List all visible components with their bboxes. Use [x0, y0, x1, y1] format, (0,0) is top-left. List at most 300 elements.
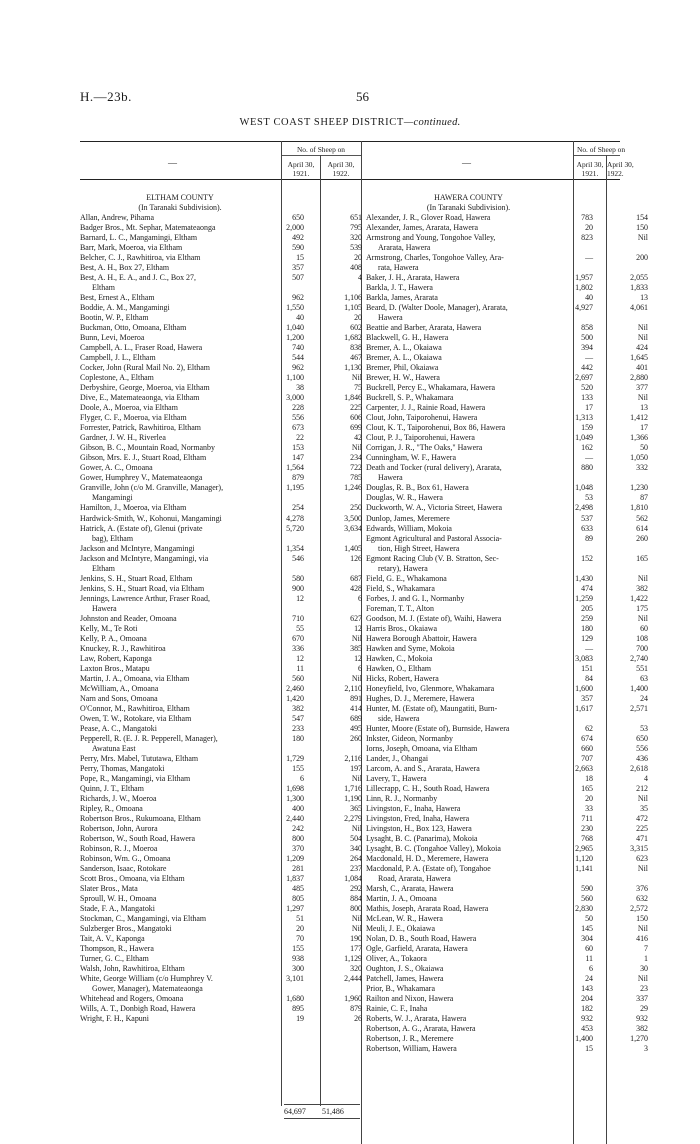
row-name: Turner, G. C., Eltham [80, 954, 149, 964]
row-value-1921: 6 [589, 964, 593, 974]
row-name: Armstrong and Young, Tongohoe Valley, [366, 233, 496, 243]
row-value-1922: 800 [350, 904, 362, 914]
row-value-1922: 795 [350, 223, 362, 233]
row-value-1922: 6 [358, 663, 362, 673]
table-row [366, 283, 648, 293]
row-value-1922: 3,500 [344, 513, 362, 523]
row-value-1921: 18 [585, 773, 593, 783]
row-value-1922: 1,716 [344, 783, 362, 793]
row-value-1921: 1,617 [575, 703, 593, 713]
table-row [80, 313, 362, 323]
table-row [80, 343, 362, 353]
table-row [80, 534, 362, 544]
row-value-1921: 370 [292, 844, 304, 854]
row-value-1921: 53 [585, 493, 593, 503]
row-name: Law, Robert, Kaponga [80, 653, 152, 663]
row-value-1922: 1,105 [344, 303, 362, 313]
row-value-1922: 200 [636, 253, 648, 263]
right-col-1921-date: April 30, [576, 160, 604, 169]
row-value-1921: 1,141 [575, 864, 593, 874]
table-row [366, 994, 648, 1004]
row-name: Jennings, Lawrence Arthur, Fraser Road, [80, 593, 210, 603]
row-value-1921: 880 [581, 463, 593, 473]
row-name: Ripley, R., Omoana [80, 803, 143, 813]
left-total-1922: 51,486 [322, 1107, 344, 1116]
row-name: Blackwell, G. H., Hawera [366, 333, 449, 343]
row-value-1921: 60 [585, 944, 593, 954]
row-value-1921: 205 [581, 603, 593, 613]
row-value-1921: 711 [581, 813, 593, 823]
table-row [366, 363, 648, 373]
row-value-1921: — [585, 643, 593, 653]
row-name: Barr, Mark, Moeroa, via Eltham [80, 243, 183, 253]
row-value-1922: Nil [637, 233, 648, 243]
row-value-1921: 281 [292, 864, 304, 874]
row-value-1921: 4,278 [286, 513, 304, 523]
row-value-1922: 12 [354, 623, 362, 633]
table-row [366, 834, 648, 844]
row-value-1922: 722 [350, 463, 362, 473]
table-row [366, 213, 648, 223]
row-name: Hamilton, J., Moeroa, via Eltham [80, 503, 187, 513]
row-name: Prior, B., Whakamara [366, 984, 435, 994]
table-row [80, 894, 362, 904]
table-row [80, 584, 362, 594]
table-row [80, 754, 362, 764]
row-name: Gower, Humphrey V., Matemateaonga [80, 473, 203, 483]
row-name: Iorns, Joseph, Omoana, via Eltham [366, 743, 478, 753]
row-name: Beard, D. (Walter Doole, Manager), Ararata, [366, 303, 508, 313]
row-value-1921: 147 [292, 453, 304, 463]
table-row [80, 463, 362, 473]
row-name: Ogle, Garfield, Ararata, Hawera [366, 944, 468, 954]
table-row [80, 293, 362, 303]
row-value-1922: 154 [636, 213, 648, 223]
row-name: Quinn, J. T., Eltham [80, 783, 144, 793]
row-name: Barnard, L. C., Mangamingi, Eltham [80, 233, 198, 243]
row-name: Jackson and McIntyre, Mangamingi, via [80, 553, 209, 563]
table-row [80, 363, 362, 373]
row-value-1921: 823 [581, 233, 593, 243]
row-name: Eltham [92, 563, 115, 573]
row-name: Whitehead and Rogers, Omoana [80, 994, 184, 1004]
row-value-1922: Nil [351, 443, 362, 453]
row-name: Richards, J. W., Moeroa [80, 793, 157, 803]
row-value-1922: 1,230 [630, 483, 648, 493]
row-value-1922: 700 [636, 643, 648, 653]
row-value-1921: 159 [581, 423, 593, 433]
table-row [80, 994, 362, 1004]
table-row [80, 964, 362, 974]
row-value-1922: 108 [636, 633, 648, 643]
table-row [366, 534, 648, 544]
row-value-1921: 89 [585, 533, 593, 543]
row-value-1922: 1,366 [630, 433, 648, 443]
row-value-1922: 24 [640, 693, 648, 703]
row-value-1921: 768 [581, 834, 593, 843]
row-value-1922: 428 [350, 583, 362, 593]
table-row [80, 423, 362, 433]
row-value-1921: 400 [292, 803, 304, 813]
table-row [80, 213, 362, 223]
row-value-1921: 673 [292, 423, 304, 433]
row-value-1921: 2,000 [286, 223, 304, 233]
row-name: Hunter, M. (Estate of), Maungatiti, Burn- [366, 703, 498, 713]
row-value-1921: 228 [292, 403, 304, 413]
row-name: side, Hawera [378, 713, 420, 723]
row-name: Lysaght, B. C. (Tongahoe Valley), Mokoia [366, 844, 501, 854]
row-value-1921: 1,209 [286, 854, 304, 864]
row-value-1922: 126 [350, 553, 362, 563]
table-row [366, 263, 648, 273]
table-row [366, 934, 648, 944]
row-value-1921: 51 [296, 914, 304, 924]
row-name: Gardner, J. W. H., Riverlea [80, 433, 166, 443]
row-value-1922: 891 [350, 693, 362, 703]
table-row [366, 704, 648, 714]
row-name: Field, S., Whakamara [366, 583, 435, 593]
table-row [80, 604, 362, 614]
row-value-1921: 650 [292, 213, 304, 223]
table-row [366, 514, 648, 524]
row-value-1922: 2,279 [344, 813, 362, 823]
table-row [80, 333, 362, 343]
row-value-1922: 12 [354, 653, 362, 663]
table-row [80, 834, 362, 844]
table-row [366, 333, 648, 343]
row-name: Allan, Andrew, Pihama [80, 213, 154, 223]
right-col-1922-year: 1922. [607, 169, 624, 178]
table-row [80, 694, 362, 704]
row-value-1921: 1,259 [575, 593, 593, 603]
row-value-1921: 492 [292, 233, 304, 243]
table-row [80, 824, 362, 834]
row-name: Hughes, D. J., Meremere, Hawera [366, 693, 475, 703]
row-value-1921: 500 [581, 333, 593, 343]
table-row [366, 503, 648, 513]
row-value-1922: 1,412 [630, 413, 648, 423]
row-value-1922: Nil [637, 974, 648, 984]
row-value-1921: — [585, 253, 593, 263]
row-value-1921: 1,200 [286, 333, 304, 343]
row-name: Alexander, J. R., Glover Road, Hawera [366, 213, 491, 223]
row-value-1922: 2,572 [630, 904, 648, 914]
row-value-1921: 11 [585, 954, 593, 964]
row-value-1921: 2,663 [575, 763, 593, 773]
row-value-1922: 385 [350, 643, 362, 653]
row-value-1921: 152 [581, 553, 593, 563]
row-value-1921: 932 [581, 1014, 593, 1024]
row-name: Linn, R. J., Normanby [366, 793, 438, 803]
row-value-1921: 783 [581, 213, 593, 223]
row-name: Douglas, W. R., Hawera [366, 493, 443, 503]
row-name: Inkster, Gideon, Normanby [366, 733, 453, 743]
row-value-1921: 1,957 [575, 273, 593, 283]
table-row [80, 844, 362, 854]
row-value-1921: 1,400 [575, 1034, 593, 1044]
row-value-1922: 365 [350, 803, 362, 813]
row-name: Edwards, William, Mokoia [366, 523, 452, 533]
row-value-1922: 320 [350, 233, 362, 243]
row-name: rata, Hawera [378, 263, 419, 273]
table-row [366, 353, 648, 363]
row-value-1922: 177 [350, 944, 362, 954]
row-value-1921: 2,697 [575, 373, 593, 383]
table-row [366, 744, 648, 754]
row-name: Thompson, R., Hawera [80, 944, 154, 954]
row-value-1921: 1,313 [575, 413, 593, 423]
table-row [366, 524, 648, 534]
row-name: Corrigan, J. R., "The Oaks," Hawera [366, 443, 483, 453]
row-name: Dive, E., Matemateaonga, via Eltham [80, 393, 200, 403]
right-group-heading: No. of Sheep on [577, 145, 626, 154]
table-row [366, 604, 648, 614]
row-value-1922: 602 [350, 323, 362, 333]
row-value-1922: 225 [350, 403, 362, 413]
row-value-1922: 63 [640, 673, 648, 683]
row-name: Duckworth, W. A., Victoria Street, Hawera [366, 503, 503, 513]
row-value-1921: 145 [581, 924, 593, 934]
row-value-1921: 547 [292, 713, 304, 723]
row-value-1922: 1,846 [344, 393, 362, 403]
row-name: Derbyshire, George, Moeroa, via Eltham [80, 383, 210, 393]
row-value-1922: 6 [358, 593, 362, 603]
row-value-1922: 3,315 [630, 844, 648, 854]
row-name: Marsh, C., Ararata, Hawera [366, 884, 454, 894]
row-value-1921: 633 [581, 523, 593, 533]
left-col-1922-date: April 30, [327, 160, 355, 169]
left-total-rule-2 [284, 1118, 360, 1119]
row-value-1921: 1,420 [286, 693, 304, 703]
table-row [80, 924, 362, 934]
row-value-1922: 1,050 [630, 453, 648, 463]
table-row [80, 393, 362, 403]
row-name: Dunlop, James, Meremere [366, 513, 450, 523]
row-name: Kelly, P. A., Omoana [80, 633, 147, 643]
row-value-1921: 12 [296, 593, 304, 603]
table-row [366, 644, 648, 654]
row-value-1922: 3,634 [344, 523, 362, 533]
row-value-1921: 165 [581, 783, 593, 793]
row-name: Flyger, C. F., Moeroa, via Eltham [80, 413, 187, 423]
table-row [80, 854, 362, 864]
row-value-1921: 151 [581, 663, 593, 673]
table-row [80, 634, 362, 644]
row-value-1921: 5,720 [286, 523, 304, 533]
table-row [366, 674, 648, 684]
row-name: Forbes, J. and G. I., Normanby [366, 593, 465, 603]
row-name: Badger Bros., Mt. Sephar, Matemateaonga [80, 223, 216, 233]
table-row [366, 253, 648, 263]
table-row [80, 744, 362, 754]
table-row [366, 844, 648, 854]
row-name: Walsh, John, Rawhitiroa, Eltham [80, 964, 185, 974]
table-row [366, 984, 648, 994]
row-name: McWilliam, A., Omoana [80, 683, 159, 693]
row-value-1922: 1,130 [344, 363, 362, 373]
row-value-1921: 900 [292, 583, 304, 593]
row-value-1922: 234 [350, 453, 362, 463]
row-value-1922: 838 [350, 343, 362, 353]
row-value-1922: 197 [350, 763, 362, 773]
row-value-1922: 414 [350, 703, 362, 713]
table-row [80, 714, 362, 724]
row-name: Martin, J. A., Omoana, via Eltham [80, 673, 190, 683]
row-name: Harris Bros., Okaiawa [366, 623, 437, 633]
row-value-1921: 544 [292, 353, 304, 363]
table-row [366, 954, 648, 964]
row-value-1922: 1,400 [630, 683, 648, 693]
row-value-1922: 785 [350, 473, 362, 483]
row-name: Best, A. H., E. A., and J. C., Box 27, [80, 273, 196, 283]
row-value-1921: 2,460 [286, 683, 304, 693]
row-value-1921: 300 [292, 964, 304, 974]
row-value-1921: 50 [585, 914, 593, 924]
row-value-1922: 1,810 [630, 503, 648, 513]
row-name: Eltham [92, 283, 115, 293]
row-value-1922: 932 [636, 1014, 648, 1024]
row-name: Egmont Racing Club (V. B. Stratton, Sec- [366, 553, 499, 563]
row-value-1921: — [585, 453, 593, 463]
table-row [366, 383, 648, 393]
row-name: Awatuna East [92, 743, 136, 753]
table-row [80, 493, 362, 503]
row-value-1922: 1 [644, 954, 648, 964]
row-name: Coplestone, A., Eltham [80, 373, 154, 383]
row-value-1922: 562 [636, 513, 648, 523]
row-name: Hawera [92, 603, 117, 613]
row-value-1922: Nil [351, 914, 362, 924]
table-row [366, 814, 648, 824]
row-value-1922: 556 [636, 743, 648, 753]
table-row [366, 313, 648, 323]
row-value-1922: 687 [350, 573, 362, 583]
row-name: Bremer, A. L., Okaiawa [366, 353, 442, 363]
row-value-1922: 212 [636, 783, 648, 793]
row-value-1922: 175 [636, 603, 648, 613]
row-value-1921: 17 [585, 403, 593, 413]
row-name: Jenkins, S. H., Stuart Road, via Eltham [80, 583, 205, 593]
row-value-1922: 1,833 [630, 283, 648, 293]
row-value-1922: 1,645 [630, 353, 648, 363]
row-name: Pease, A. C., Mangatoki [80, 723, 157, 733]
row-value-1922: Nil [637, 613, 648, 623]
row-name: Patchell, James, Hawera [366, 974, 444, 984]
row-name: Douglas, R. B., Box 61, Hawera [366, 483, 469, 493]
table-row [80, 624, 362, 634]
row-name: retary), Hawera [378, 563, 428, 573]
right-name-heading: — [462, 158, 471, 168]
right-col-1921-year: 1921. [581, 169, 599, 178]
row-name: Forrester, Patrick, Rawhitiroa, Eltham [80, 423, 201, 433]
row-name: Jackson and McIntyre, Mangamingi [80, 543, 195, 553]
row-value-1921: 180 [581, 623, 593, 633]
row-name: Wills, A. T., Donbigh Road, Hawera [80, 1004, 196, 1014]
row-value-1921: 895 [292, 1004, 304, 1014]
row-value-1921: 254 [292, 503, 304, 513]
row-value-1921: 590 [292, 243, 304, 253]
row-value-1922: 237 [350, 864, 362, 874]
row-value-1921: 15 [585, 1044, 593, 1054]
row-value-1921: 336 [292, 643, 304, 653]
row-value-1921: 670 [292, 633, 304, 643]
table-row [366, 854, 648, 864]
table-row [366, 774, 648, 784]
table-row [80, 664, 362, 674]
table-row [80, 794, 362, 804]
row-name: McLean, W. R., Hawera [366, 914, 443, 924]
section-heading: ELTHAM COUNTY [146, 193, 214, 202]
row-value-1922: 436 [636, 753, 648, 763]
row-value-1921: 180 [292, 733, 304, 743]
row-value-1921: 560 [292, 673, 304, 683]
row-name: Laxton Bros., Matapu [80, 663, 150, 673]
row-name: Field, G. E., Whakamona [366, 573, 447, 583]
table-row [366, 453, 648, 463]
row-value-1921: 660 [581, 743, 593, 753]
row-value-1921: 12 [296, 653, 304, 663]
row-name: Bremer, Phil, Okaiawa [366, 363, 439, 373]
row-value-1922: Nil [637, 864, 648, 874]
row-value-1922: 340 [350, 844, 362, 854]
row-value-1922: 50 [640, 443, 648, 453]
row-value-1922: 29 [640, 1004, 648, 1014]
table-row [366, 293, 648, 303]
row-value-1921: 204 [581, 994, 593, 1004]
row-value-1922: 1,106 [344, 293, 362, 303]
row-name: Barkla, James, Ararata [366, 293, 438, 303]
row-name: bag), Eltham [92, 533, 133, 543]
table-row [80, 473, 362, 483]
row-name: Oughton, J. S., Okaiawa [366, 964, 444, 974]
section-heading: HAWERA COUNTY [434, 193, 503, 202]
table-row [366, 734, 648, 744]
row-value-1921: 474 [581, 583, 593, 593]
row-value-1921: 556 [292, 413, 304, 423]
row-value-1922: 416 [636, 934, 648, 944]
row-value-1921: 1,040 [286, 323, 304, 333]
table-row [80, 233, 362, 243]
row-value-1921: 304 [581, 934, 593, 944]
table-row [366, 323, 648, 333]
row-name: Pepperell, R. (E. J. R. Pepperell, Manager), [80, 733, 218, 743]
table-row [80, 764, 362, 774]
row-value-1922: 75 [354, 383, 362, 393]
row-value-1922: 1,422 [630, 593, 648, 603]
row-value-1921: 1,049 [575, 433, 593, 443]
row-value-1921: 153 [292, 443, 304, 453]
row-value-1922: 879 [350, 1004, 362, 1014]
row-name: Bunn, Levi, Moeroa [80, 333, 145, 343]
row-value-1922: 1,270 [630, 1034, 648, 1044]
row-value-1921: 33 [585, 803, 593, 813]
row-value-1922: 60 [640, 623, 648, 633]
row-value-1922: 13 [640, 403, 648, 413]
row-name: Macdonald, H. D., Meremere, Hawera [366, 854, 489, 864]
row-name: Goodson, M. J. (Estate of), Waihi, Hawera [366, 613, 502, 623]
table-row [366, 904, 648, 914]
row-value-1922: 264 [350, 854, 362, 864]
table-row [366, 273, 648, 283]
row-name: Cocker, John (Rural Mail No. 2), Eltham [80, 363, 210, 373]
row-name: Best, A. H., Box 27, Eltham [80, 263, 170, 273]
row-value-1922: 2,571 [630, 703, 648, 713]
table-row [366, 1024, 648, 1034]
row-value-1922: 337 [636, 994, 648, 1004]
table-row [366, 233, 648, 243]
row-value-1922: 650 [636, 733, 648, 743]
row-value-1921: 40 [585, 293, 593, 303]
